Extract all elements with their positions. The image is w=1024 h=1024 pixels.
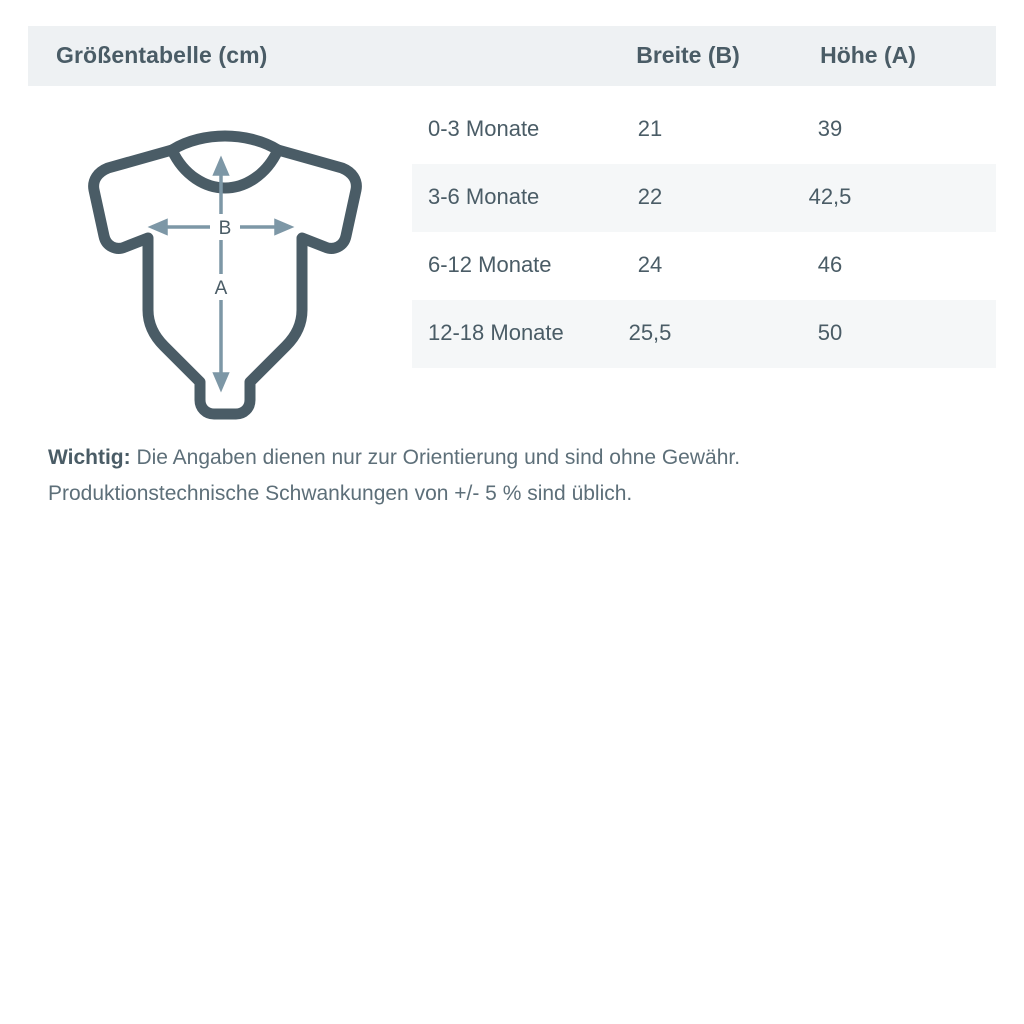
bodysuit-illustration	[60, 110, 390, 420]
table-row	[412, 96, 996, 164]
cell-size: 3-6 Monate	[428, 184, 540, 209]
cell-height: 39	[817, 116, 843, 141]
column-header-width: Breite (B)	[636, 42, 740, 68]
cell-width: 25,5	[628, 320, 672, 345]
cell-width: 21	[637, 116, 663, 141]
cell-width: 22	[637, 184, 663, 209]
page-title: Größentabelle (cm)	[56, 42, 268, 68]
cell-size: 6-12 Monate	[428, 252, 552, 277]
cell-width: 24	[637, 252, 663, 277]
column-header-height: Höhe (A)	[820, 42, 916, 68]
footnote	[48, 440, 978, 512]
cell-height: 50	[817, 320, 843, 345]
footnote-line-1: Die Angaben dienen nur zur Orientierung und sind ohne Gewähr.	[130, 446, 741, 469]
label-height: A	[214, 278, 228, 299]
cell-height: 42,5	[808, 184, 852, 209]
size-table	[412, 96, 996, 368]
table-row	[412, 232, 996, 300]
label-width: B	[218, 218, 232, 239]
table-header	[28, 26, 996, 86]
cell-size: 0-3 Monate	[428, 116, 540, 141]
footnote-line-2: Produktionstechnische Schwankungen von +/- 5 % sind üblich.	[48, 482, 633, 505]
table-row	[412, 164, 996, 232]
cell-size: 12-18 Monate	[428, 320, 564, 345]
cell-height: 46	[817, 252, 843, 277]
footnote-lead: Wichtig:	[48, 446, 131, 469]
table-row	[412, 300, 996, 368]
